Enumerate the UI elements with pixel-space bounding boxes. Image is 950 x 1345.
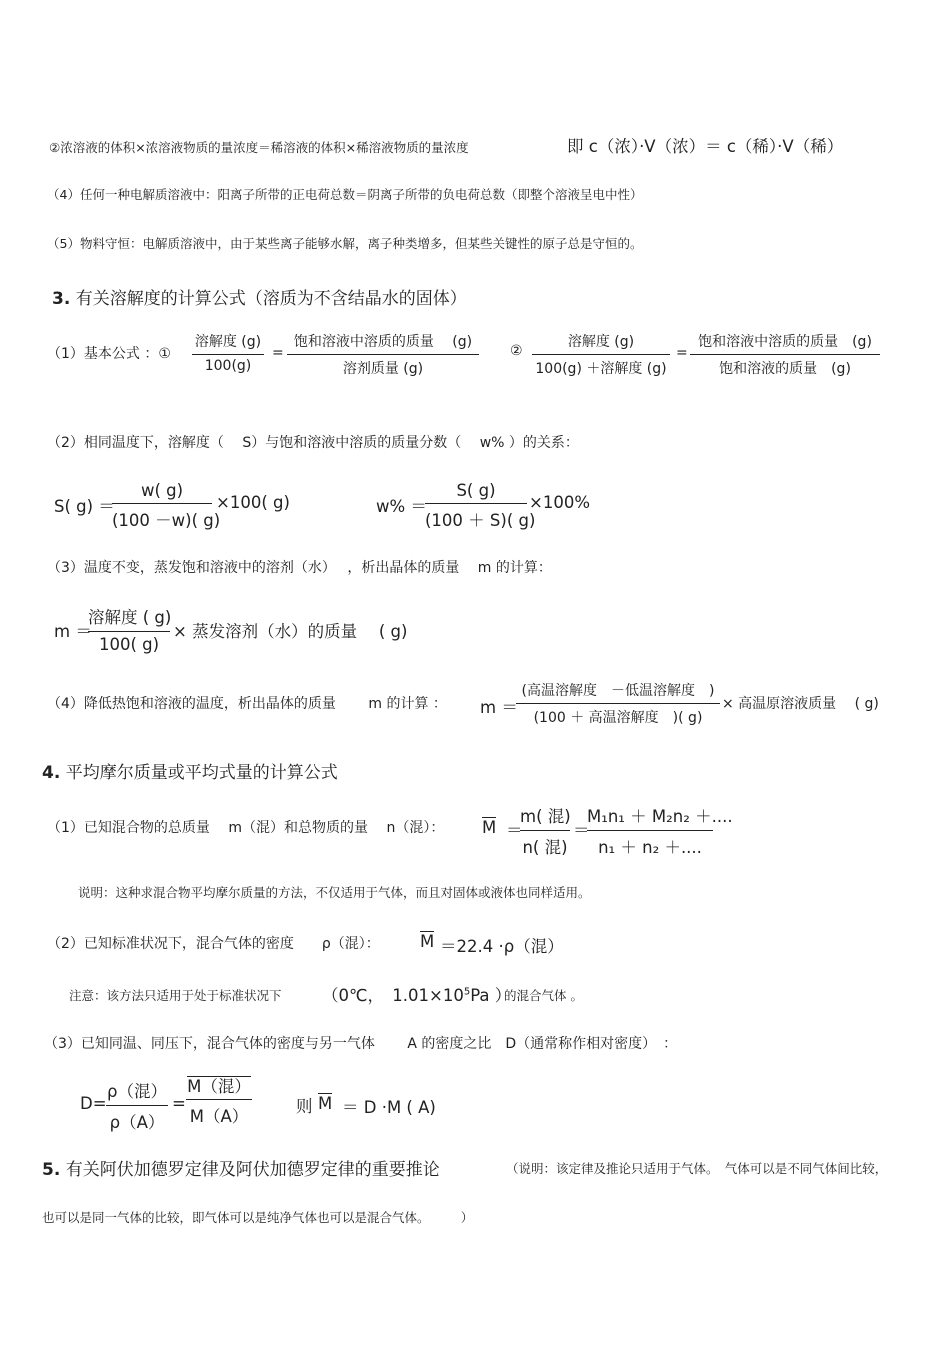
equals-sign: ＝ [506,821,523,840]
denominator: ρ（A） [109,1113,165,1132]
denominator: 饱和溶液的质量 (g) [719,361,851,377]
equals-sign: = [272,345,284,361]
section-5-note-continued: 也可以是同一气体的比较，即气体可以是纯净气体也可以是混合气体。 ） [42,1210,474,1225]
numerator: 溶解度 (g) [567,334,635,350]
formula-rhs: ＝22.4 ·ρ（混） [440,937,564,956]
section-3-heading [52,284,467,309]
section-4-heading [42,758,338,783]
fraction-solute-solvent [287,331,479,378]
formula-lhs: D= [80,1094,107,1113]
charge-conservation-line: （4）任何一种电解质溶液中：阳离子所带的正电荷总数＝阴离子所带的负电荷总数（即整个溶液呈电中性） [47,187,643,202]
formula-lhs: m ＝ [54,622,92,641]
fraction-s [425,481,536,531]
numerator: m( 混) [520,807,571,826]
numerator: S( g) [456,481,496,500]
numerator: 溶解度 ( g) [88,608,172,627]
fraction-m-over-n [520,803,570,858]
fraction-solubility-total [532,331,670,378]
mean-mass-2-label: （2）已知标准状况下，混合气体的密度 ρ（混）： [47,936,380,952]
formula-2-label: （2）相同温度下，溶解度（ S）与饱和溶液中溶质的质量分数（ w% ）的关系： [47,435,579,451]
equals-sign: ＝ [573,821,590,840]
numerator: M（混） [187,1077,251,1096]
fraction-solubility-100 [192,331,264,374]
numerator: w( g) [140,481,184,500]
fraction-evaporation [88,604,170,654]
formula-4-label: （4）降低热饱和溶液的温度，析出晶体的质量 m 的计算 ： [47,696,447,712]
note-stp-end: 的混合气体 。 [504,988,583,1003]
circle-number-2: ② [510,343,523,359]
note-mean-mass: 说明：这种求混合物平均摩尔质量的方法，不仅适用于气体，而且对固体或液体也同样适用。 [78,885,591,900]
formula-rhs: × 高温原溶液质量 ( g) [722,696,879,712]
formula-1-label: （1）基本公式 ：① [47,346,171,362]
mean-mass-1-label: （1）已知混合物的总质量 m（混）和总物质的量 n（混）： [47,820,445,836]
formula-rhs: ＝ D ·M ( A) [342,1098,436,1117]
denominator: (100 －w)( g) [112,511,221,530]
denominator: n₁ ＋ n₂ ＋.... [598,838,702,857]
section-title: 平均摩尔质量或平均式量的计算公式 [65,763,338,783]
note-stp: 注意：该方法只适用于处于标准状况下 [69,988,282,1003]
section-title: 有关阿伏加德罗定律及阿伏加德罗定律的重要推论 [65,1160,440,1180]
formula-rhs: ×100( g) [216,493,290,512]
denominator: 溶剂质量 (g) [342,361,424,377]
denominator: 100(g) [204,358,252,374]
numerator: (高温溶解度 －低温溶解度 ) [521,683,715,699]
numerator: 饱和溶液中溶质的质量 (g) [698,334,872,350]
formula-lhs: S( g) ＝ [54,497,115,516]
stp-condition: （0℃， $1.01\times 10^5Pa$ ） [322,986,512,1005]
denominator: (100 ＋ 高温溶解度 )( g) [533,710,703,726]
section-number: 5. [42,1160,61,1180]
formula-rhs: ×100% [529,493,590,512]
denominator: 100( g) [98,635,160,654]
section-number: 3. [52,289,71,309]
material-conservation-line: （5）物料守恒：电解质溶液中，由于某些离子能够水解，离子种类增多，但某些关键性的原子总是守恒的。 [47,236,643,251]
mean-mass-3-label: （3）已知同温、同压下，混合气体的密度与另一气体 A 的密度之比 D（通常称作相对密度） ： [44,1036,678,1052]
formula-3-label: （3）温度不变，蒸发饱和溶液中的溶剂（水） ，析出晶体的质量 m 的计算： [47,560,552,576]
fraction-density-ratio [106,1078,168,1133]
section-number: 4. [42,763,61,783]
section-5-heading [42,1155,440,1180]
denominator: 100(g) ＋溶解度 (g) [535,361,667,377]
formula-lhs: w% ＝ [376,497,427,516]
mean-molar-mass-symbol: M [420,932,435,951]
fraction-cooling [516,680,720,727]
denominator: (100 ＋ S)( g) [425,511,536,530]
numerator: 饱和溶液中溶质的质量 (g) [293,334,473,350]
equals-sign: = [172,1094,186,1113]
formula-rhs: × 蒸发溶剂（水）的质量 ( g) [173,622,408,641]
section-title: 有关溶解度的计算公式（溶质为不含结晶水的固体） [75,289,467,309]
fraction-weighted-mean [587,803,733,858]
fraction-solute-solution [690,331,880,378]
numerator: ρ（混） [107,1082,167,1101]
fraction-molar-mass-ratio [186,1076,252,1127]
mean-molar-mass-symbol: M [318,1094,333,1113]
denominator: n( 混) [522,838,568,857]
numerator: 溶解度 (g) [194,334,262,350]
equals-sign: = [676,345,688,361]
dilution-line: ②浓溶液的体积×浓溶液物质的量浓度＝稀溶液的体积×稀溶液物质的量浓度 [49,140,469,155]
numerator: M₁n₁ ＋ M₂n₂ ＋.... [587,807,733,826]
mean-molar-mass-symbol: M [482,818,497,837]
denominator: M（A） [189,1107,249,1126]
formula-lhs: m ＝ [480,698,518,717]
section-5-note: （说明：该定律及推论只适用于气体。 气体可以是不同气体间比较， [506,1161,888,1176]
fraction-w [112,481,221,531]
then-word: 则 [296,1097,313,1116]
dilution-formula: 即 c（浓）·V（浓）＝ c（稀）·V（稀） [567,137,844,156]
